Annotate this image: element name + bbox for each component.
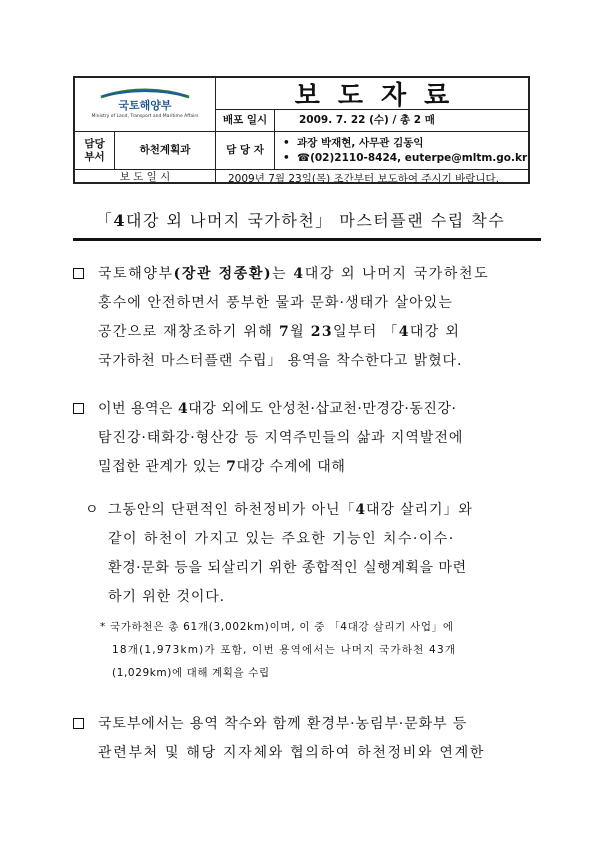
- p1-line-2: 홍수에 안전하면서 풍부한 물과 문화·생태가 살아있는: [98, 295, 454, 311]
- p3-line-3: 환경·문화 등을 되살리기 위한 종합적인 실행계획을 마련: [108, 560, 467, 576]
- person-value-cell: [275, 132, 528, 170]
- p1-line-1: [98, 263, 489, 283]
- p1-l3-four: 4: [398, 324, 410, 340]
- p2-l3-c: 대강 수계에 대해: [236, 459, 346, 475]
- p3-line-2: 같이 하천이 가지고 있는 주요한 기능인 치수·이수·: [108, 531, 455, 547]
- title-cell: [216, 78, 528, 110]
- p2-l1-four: 4: [178, 401, 189, 417]
- checkbox-bullet-3-icon: [73, 718, 84, 729]
- p1-l3-month: 7: [279, 324, 291, 340]
- ministry-logo-subtitle: Ministry of Land, Transport and Maritime Affairs: [91, 114, 199, 119]
- dept-label-line1: 담당: [84, 137, 105, 150]
- dept-label-line2: 부서: [84, 150, 105, 163]
- p3-line-4: 하기 위한 것이다.: [108, 589, 226, 605]
- person-line-1: [283, 135, 424, 150]
- p2-line-1: [98, 398, 456, 418]
- p2-line-3: [98, 456, 345, 476]
- note-line-1: * 국가하천은 총 61개(3,002km)이며, 이 중 「4대강 살리기 사업」에: [100, 621, 454, 633]
- p3-line-1: [108, 499, 473, 519]
- p1-l3-g: 대강 외: [409, 324, 461, 340]
- p1-l3-e: 일부터 「: [332, 324, 399, 340]
- person-line-2: [283, 152, 527, 164]
- checkbox-bullet-1-icon: [73, 268, 84, 279]
- p1-line-3: [98, 321, 460, 341]
- person-contact: ☎(02)2110-8424, euterpe@mltm.go.kr: [297, 152, 528, 164]
- p4-line-2: 관련부처 및 해당 지자체와 협의하여 하천정비와 연계한: [98, 745, 486, 761]
- release-label: 보 도 일 시: [119, 170, 171, 183]
- dept-value-cell: [115, 132, 216, 170]
- page-title: 보도자료: [294, 81, 468, 111]
- headline: [0, 208, 601, 231]
- p1-l3-a: 공간으로 재창조하기 위해: [98, 324, 280, 340]
- p1-line-4: 국가하천 마스터플랜 수립」 용역을 착수한다고 밝혔다.: [98, 353, 463, 369]
- p4-line-1: 국토부에서는 용역 착수와 함께 환경부·농림부·문화부 등: [98, 716, 468, 732]
- date-value-cell: [275, 110, 528, 132]
- p2-l1-c: 대강 외에도 안성천·삽교천·만경강·동진강·: [188, 401, 457, 417]
- date-label-cell: [216, 110, 275, 132]
- press-release-header-table: [73, 76, 530, 184]
- headline-number: 4: [113, 211, 126, 230]
- p2-l3-seven: 7: [226, 459, 237, 475]
- p1-line1-rest: 대강 외 나머지 국가하천도: [304, 266, 490, 282]
- release-value: 2009년 7월 23일(목) 조간부터 보도하여 주시기 바랍니다.: [228, 173, 500, 185]
- dept-value: 하천계획과: [139, 144, 191, 156]
- note-line-3: (1,029km)에 대해 계획을 수립: [112, 667, 270, 679]
- p2-l3-a: 밀접한 관계가 있는: [98, 459, 227, 475]
- date-label: 배포 일시: [222, 114, 268, 126]
- p1-l3-day: 23: [310, 324, 333, 340]
- p1-particle: 는: [272, 266, 294, 282]
- p3-l1-c: 대강 살리기」와: [365, 502, 473, 518]
- p2-l1-a: 이번 용역은: [98, 401, 179, 417]
- p1-number-4: 4: [293, 266, 305, 282]
- headline-text: 대강 외 나머지 국가하천」 마스터플랜 수립 착수: [125, 211, 506, 230]
- release-label-cell: [75, 170, 216, 182]
- p2-line-2: 탐진강·태화강·형산강 등 지역주민들의 삶과 지역발전에: [98, 430, 464, 446]
- p1-ministry: 국토해양부: [98, 266, 174, 282]
- p1-minister: (장관 정종환): [173, 266, 273, 282]
- headline-divider: [73, 238, 541, 241]
- ministry-logo-cell: [75, 78, 216, 132]
- ministry-logo-name: 국토해양부: [118, 99, 172, 112]
- person-names: 과장 박재현, 사무관 김동익: [297, 137, 424, 149]
- p1-l3-c: 월: [290, 324, 311, 340]
- date-value: 2009. 7. 22 (수) / 총 2 매: [299, 114, 435, 126]
- person-label: 담 당 자: [226, 144, 264, 156]
- p3-l1-a: 그동안의 단편적인 하천정비가 아닌「: [108, 502, 356, 518]
- headline-open-bracket: 「: [95, 211, 114, 230]
- p3-l1-four: 4: [355, 502, 366, 518]
- bullet-1: •: [283, 137, 290, 149]
- p3-marker: ㅇ: [85, 502, 99, 518]
- note-line-2: 18개(1,973km)가 포함, 이번 용역에서는 나머지 국가하천 43개: [112, 644, 457, 656]
- bullet-2: •: [283, 152, 290, 164]
- dept-label-cell: [75, 132, 115, 170]
- checkbox-bullet-2-icon: [73, 403, 84, 414]
- release-value-cell: [216, 170, 528, 185]
- person-label-cell: [216, 132, 275, 170]
